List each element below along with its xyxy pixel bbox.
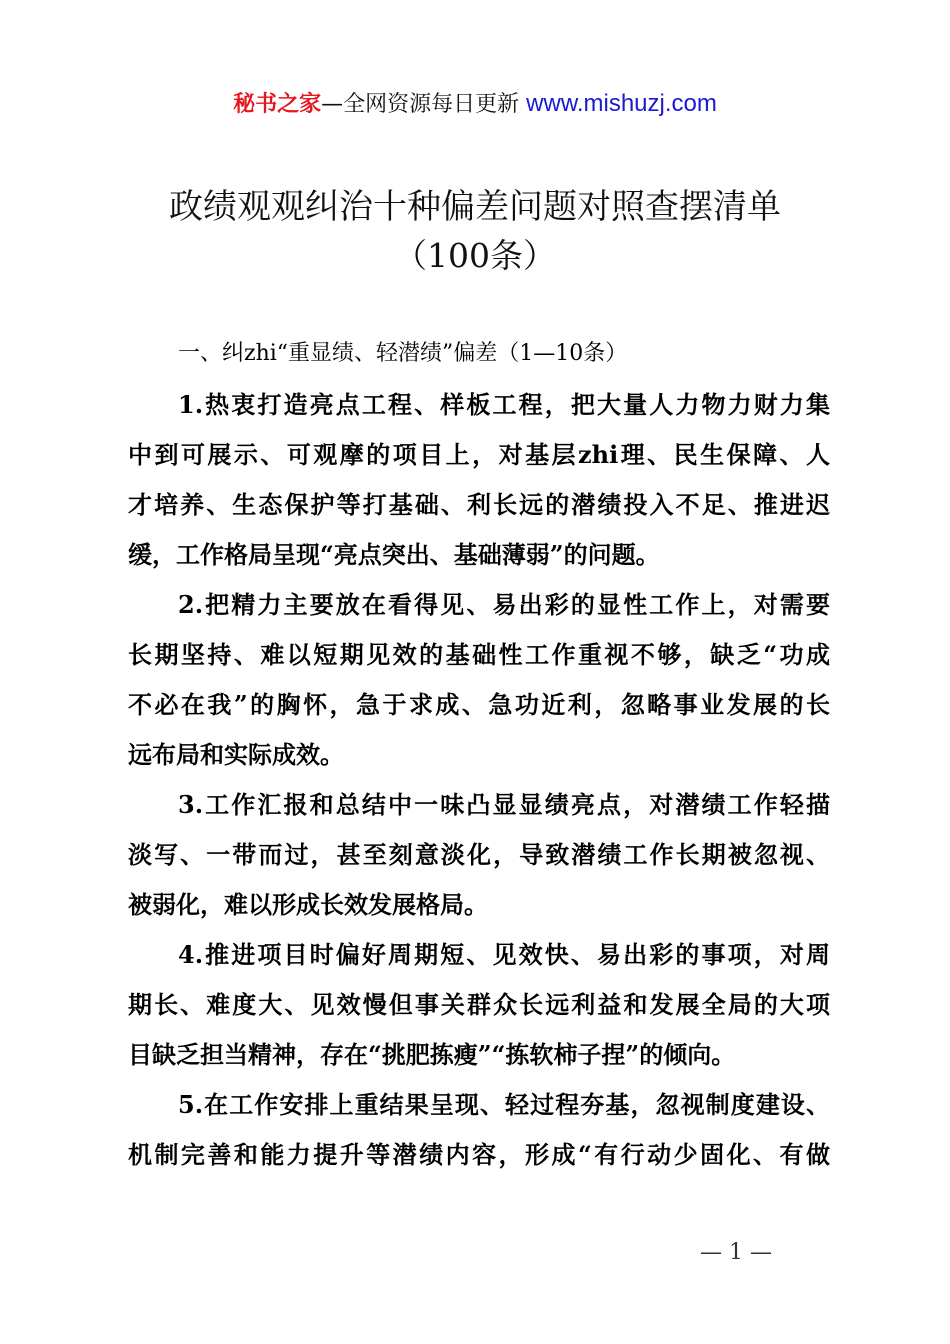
- paragraph-line: 长期坚持、难以短期见效的基础性工作重视不够，缺乏“功成: [128, 640, 830, 669]
- paragraph-item-5: [128, 1080, 830, 1180]
- site-url[interactable]: www.mishuzj.com: [526, 90, 717, 117]
- section-heading: 一、纠zhi“重显绩、轻潜绩”偏差（1—10条）: [178, 341, 628, 366]
- paragraph-line: 缓，工作格局呈现“亮点突出、基础薄弱”的问题。: [128, 540, 660, 569]
- paragraph-line: 不必在我”的胸怀，急于求成、急功近利，忽略事业发展的长: [128, 690, 830, 719]
- paragraph-line: 1.热衷打造亮点工程、样板工程，把大量人力物力财力集: [178, 390, 830, 419]
- document-body: [128, 380, 830, 1180]
- paragraph-line: 2.把精力主要放在看得见、易出彩的显性工作上，对需要: [178, 590, 830, 619]
- paragraph-line: 远布局和实际成效。: [128, 740, 344, 769]
- paragraph-item-3: [128, 780, 830, 930]
- paragraph-line: 才培养、生态保护等打基础、利长远的潜绩投入不足、推进迟: [128, 490, 830, 519]
- paragraph-line: 期长、难度大、见效慢但事关群众长远利益和发展全局的大项: [128, 990, 830, 1019]
- paragraph-item-4: [128, 930, 830, 1080]
- site-header: [0, 88, 950, 121]
- brand-name: 秘书之家: [233, 92, 322, 117]
- document-title: 政绩观观纠治十种偏差问题对照查摆清单: [169, 187, 781, 227]
- paragraph-line: 目缺乏担当精神，存在“挑肥拣瘦”“拣软柿子捏”的倾向。: [128, 1040, 736, 1069]
- header-tagline: —全网资源每日更新: [321, 92, 527, 117]
- paragraph-line: 淡写、一带而过，甚至刻意淡化，导致潜绩工作长期被忽视、: [128, 840, 830, 869]
- document-subtitle: （100条）: [394, 236, 556, 275]
- paragraph-item-2: [128, 580, 830, 780]
- paragraph-line: 被弱化，难以形成长效发展格局。: [128, 890, 488, 919]
- paragraph-line: 4.推进项目时偏好周期短、见效快、易出彩的事项，对周: [178, 940, 830, 969]
- paragraph-line: 3.工作汇报和总结中一味凸显显绩亮点，对潜绩工作轻描: [178, 790, 830, 819]
- paragraph-line: 5.在工作安排上重结果呈现、轻过程夯基，忽视制度建设、: [178, 1090, 830, 1119]
- paragraph-line: 机制完善和能力提升等潜绩内容，形成“有行动少固化、有做: [128, 1140, 830, 1169]
- paragraph-line: 中到可展示、可观摩的项目上，对基层zhi理、民生保障、人: [128, 440, 830, 469]
- page-number: — 1 —: [700, 1240, 772, 1265]
- paragraph-item-1: [128, 380, 830, 580]
